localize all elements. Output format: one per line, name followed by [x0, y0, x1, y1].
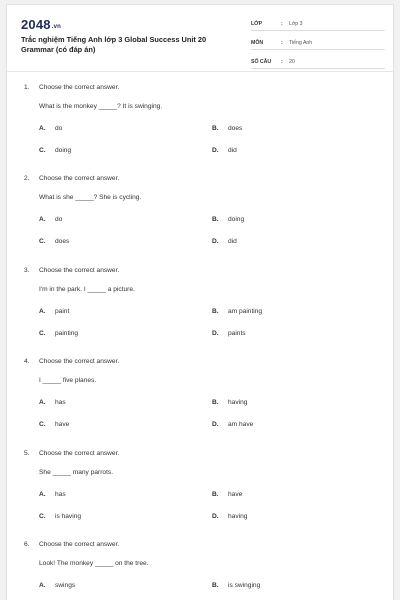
worksheet-meta	[251, 17, 385, 74]
question-stem: What is the monkey _____? It is swinging.	[39, 103, 163, 110]
question-number: 3.	[24, 267, 30, 274]
meta-colon: :	[281, 20, 283, 27]
question-number: 4.	[24, 358, 30, 365]
meta-row-class	[251, 17, 385, 31]
option-b[interactable]: B. does	[212, 125, 243, 132]
option-a[interactable]: A. do	[39, 216, 63, 223]
meta-colon: :	[281, 39, 283, 46]
question-prompt: Choose the correct answer.	[39, 358, 120, 365]
option-a[interactable]: A. paint	[39, 308, 70, 315]
worksheet-header	[7, 5, 393, 72]
question-stem: I'm in the park. I _____ a picture.	[39, 286, 135, 293]
site-logo[interactable]	[21, 17, 61, 32]
question-prompt: Choose the correct answer.	[39, 84, 120, 91]
meta-row-subject	[251, 36, 385, 50]
option-c[interactable]: C. painting	[39, 330, 79, 337]
question-prompt: Choose the correct answer.	[39, 267, 120, 274]
option-d[interactable]: D. paints	[212, 330, 246, 337]
option-b[interactable]: B. doing	[212, 216, 245, 223]
question-2	[24, 174, 384, 245]
option-b[interactable]: B. is swinging	[212, 582, 261, 589]
option-a[interactable]: A. swings	[39, 582, 76, 589]
question-4	[24, 357, 384, 428]
logo-sub: .vn	[51, 24, 62, 30]
option-c[interactable]: C. doing	[39, 147, 72, 154]
question-5	[24, 449, 384, 520]
question-prompt: Choose the correct answer.	[39, 541, 120, 548]
option-d[interactable]: D. having	[212, 513, 248, 520]
option-a[interactable]: A. has	[39, 399, 66, 406]
meta-value: Lớp 3	[289, 20, 303, 27]
meta-value: Tiếng Anh	[289, 39, 313, 46]
meta-label: LỚP	[251, 20, 263, 27]
question-1	[24, 83, 384, 154]
question-stem: Look! The monkey _____ on the tree.	[39, 560, 149, 567]
option-c[interactable]: C. have	[39, 421, 70, 428]
question-number: 1.	[24, 84, 30, 91]
meta-colon: :	[281, 58, 283, 65]
option-d[interactable]: D. did	[212, 238, 237, 245]
option-a[interactable]: A. do	[39, 125, 63, 132]
logo-main: 2048	[21, 17, 51, 32]
option-d[interactable]: D. did	[212, 147, 237, 154]
question-stem: She _____ many parrots.	[39, 469, 114, 476]
option-d[interactable]: D. am have	[212, 421, 254, 428]
worksheet-page	[6, 4, 394, 600]
question-number: 5.	[24, 450, 30, 457]
meta-label: SỐ CÂU	[251, 58, 272, 65]
meta-label: MÔN	[251, 39, 264, 46]
option-c[interactable]: C. is having	[39, 513, 82, 520]
question-stem: What is she _____? She is cycling.	[39, 194, 142, 201]
option-b[interactable]: B. having	[212, 399, 248, 406]
meta-value: 20	[289, 58, 295, 65]
question-stem: I _____ five planes.	[39, 377, 97, 384]
worksheet-title: Trắc nghiệm Tiếng Anh lớp 3 Global Success Unit 20 Grammar (có đáp án)	[21, 35, 207, 54]
option-a[interactable]: A. has	[39, 491, 66, 498]
option-c[interactable]: C. does	[39, 238, 70, 245]
option-b[interactable]: B. have	[212, 491, 243, 498]
question-number: 2.	[24, 175, 30, 182]
question-prompt: Choose the correct answer.	[39, 175, 120, 182]
question-prompt: Choose the correct answer.	[39, 450, 120, 457]
question-number: 6.	[24, 541, 30, 548]
option-b[interactable]: B. am painting	[212, 308, 263, 315]
question-6	[24, 540, 384, 589]
question-3	[24, 266, 384, 337]
meta-row-count	[251, 55, 385, 69]
